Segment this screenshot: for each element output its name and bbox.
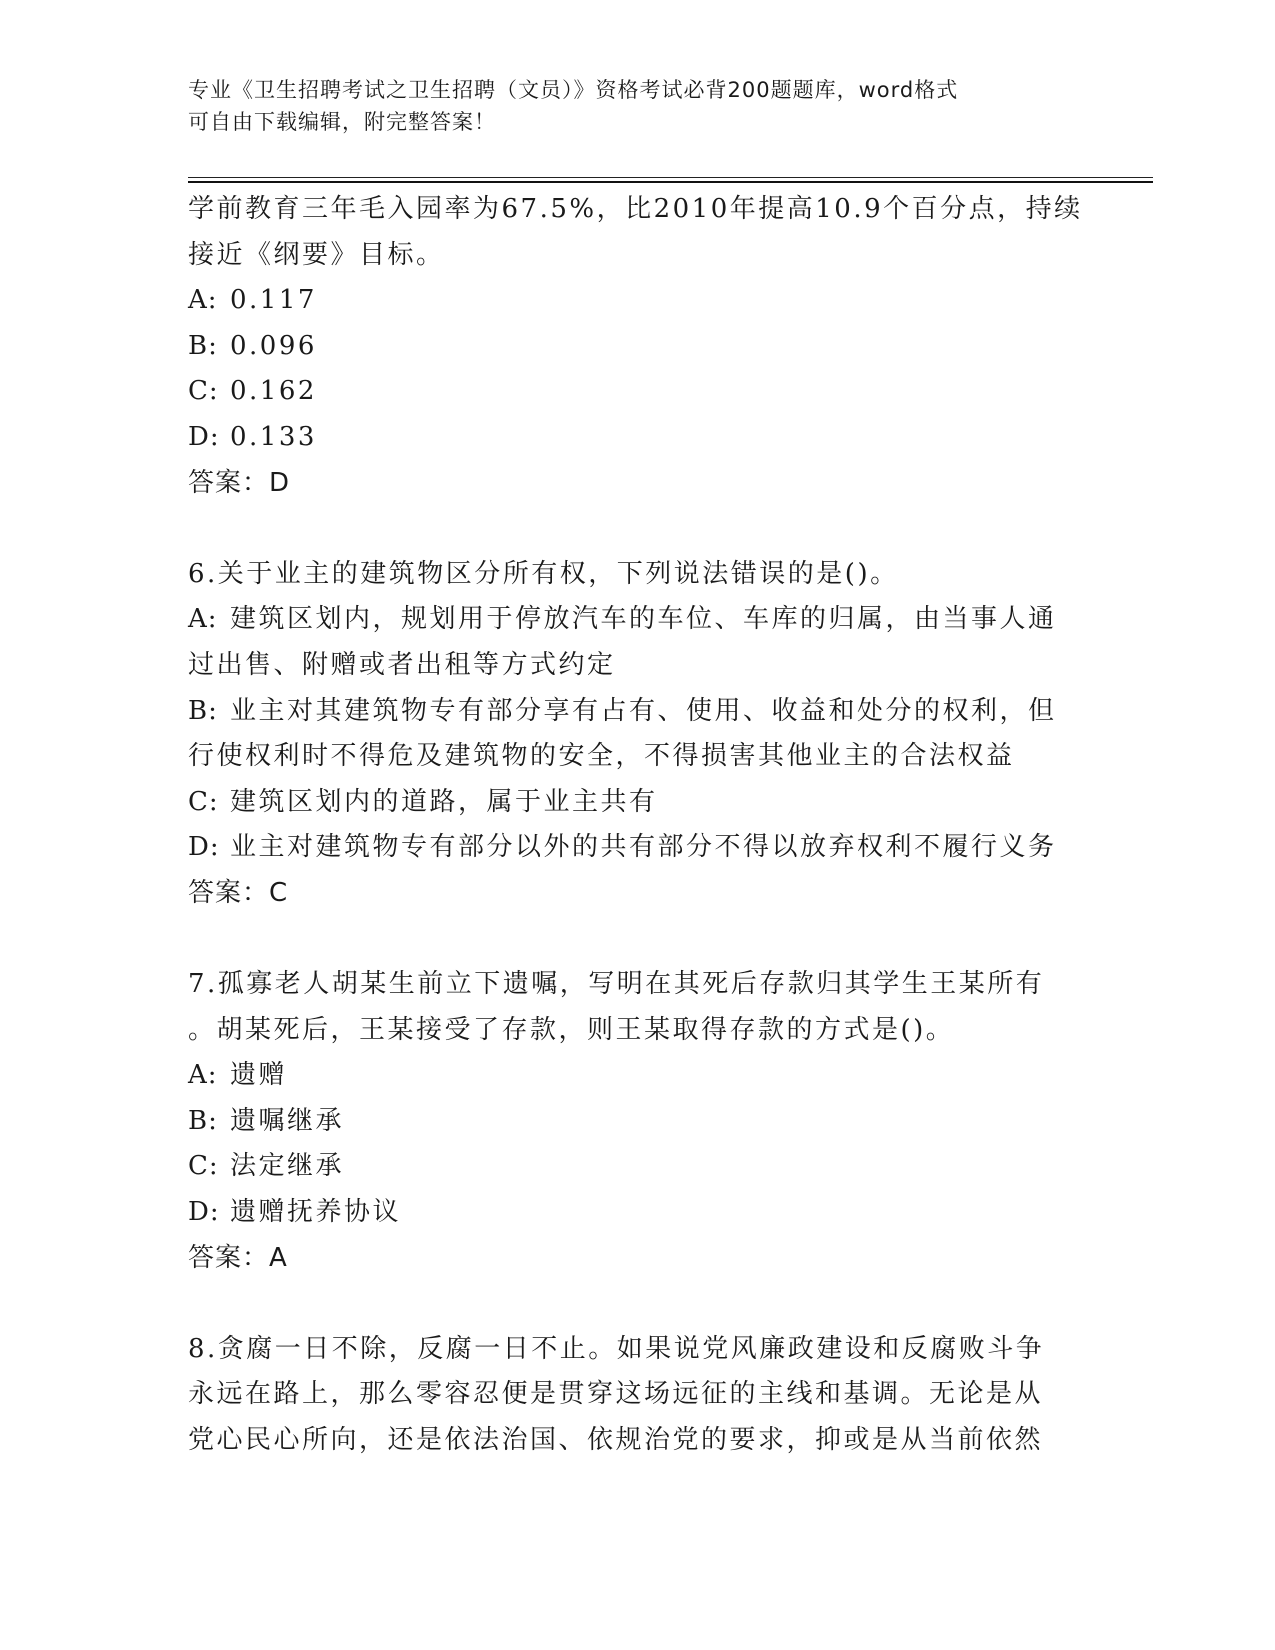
question-stem-line: 。胡某死后，王某接受了存款，则王某取得存款的方式是()。 [188, 1014, 955, 1045]
option-d [188, 415, 1088, 461]
option-text: 0.096 [230, 330, 317, 361]
option-a-continued: 过出售、附赠或者出租等方式约定 [188, 649, 616, 680]
option-d [188, 825, 1088, 871]
option-text: 业主对其建筑物专有部分享有占有、使用、收益和处分的权利，但 [230, 695, 1057, 726]
option-b [188, 689, 1088, 735]
header-line-1: 专业《卫生招聘考试之卫生招聘（文员）》资格考试必背200题题库，word格式 [188, 78, 959, 102]
question-stem-line: 党心民心所向，还是依法治国、依规治党的要求，抑或是从当前依然 [188, 1425, 1044, 1456]
option-text: 建筑区划内，规划用于停放汽车的车位、车库的归属，由当事人通 [230, 604, 1057, 635]
option-text: 0.133 [230, 421, 317, 452]
option-label: C: [188, 786, 219, 817]
option-label: A: [188, 285, 218, 316]
option-a [188, 597, 1088, 643]
question-stem-line: 学前教育三年毛入园率为67.5%，比2010年提高10.9个百分点，持续 [188, 194, 1083, 224]
question-stem-line: 7.孤寡老人胡某生前立下遗嘱，写明在其死后存款归其学生王某所有 [188, 969, 1045, 1000]
option-label: D: [188, 421, 220, 452]
answer-line: 答案：A [188, 1242, 288, 1273]
document-body [188, 187, 1088, 1464]
answer-line: 答案：D [188, 467, 291, 498]
option-label: C: [188, 376, 219, 407]
option-text: 遗赠 [230, 1060, 288, 1091]
option-c [188, 1144, 1088, 1190]
option-c [188, 369, 1088, 415]
option-label: B: [188, 330, 218, 361]
option-d [188, 1190, 1088, 1236]
option-text: 0.162 [230, 376, 317, 407]
answer-line: 答案：C [188, 877, 289, 908]
option-label: A: [188, 1060, 218, 1091]
option-b [188, 1099, 1088, 1145]
option-b [188, 324, 1088, 370]
option-text: 建筑区划内的道路，属于业主共有 [230, 786, 658, 817]
option-text: 业主对建筑物专有部分以外的共有部分不得以放弃权利不履行义务 [230, 832, 1057, 863]
option-text: 遗赠抚养协议 [230, 1197, 402, 1228]
option-label: A: [188, 604, 218, 635]
option-label: C: [188, 1151, 219, 1182]
question-stem-line: 8.贪腐一日不除，反腐一日不止。如果说党风廉政建设和反腐败斗争 [188, 1333, 1045, 1364]
option-label: D: [188, 832, 220, 863]
option-b-continued: 行使权利时不得危及建筑物的安全，不得损害其他业主的合法权益 [188, 741, 1015, 772]
header-rule-thick [188, 181, 1153, 183]
question-5 [188, 187, 1088, 506]
option-a [188, 278, 1088, 324]
question-stem-line: 接近《纲要》目标。 [188, 239, 445, 270]
question-stem-line: 永远在路上，那么零容忍便是贯穿这场远征的主线和基调。无论是从 [188, 1379, 1044, 1410]
option-label: D: [188, 1197, 220, 1228]
option-text: 0.117 [230, 285, 317, 316]
question-6 [188, 552, 1088, 917]
option-a [188, 1053, 1088, 1099]
option-text: 法定继承 [230, 1151, 345, 1182]
option-label: B: [188, 1105, 218, 1136]
header-line-2: 可自由下载编辑，附完整答案！ [188, 110, 496, 134]
option-label: B: [188, 695, 218, 726]
document-header [188, 74, 1088, 138]
option-c [188, 780, 1088, 826]
question-7 [188, 962, 1088, 1281]
option-text: 遗嘱继承 [230, 1105, 345, 1136]
header-rule-thin [188, 177, 1153, 178]
question-8 [188, 1327, 1088, 1464]
question-stem-line: 6.关于业主的建筑物区分所有权，下列说法错误的是()。 [188, 558, 899, 589]
